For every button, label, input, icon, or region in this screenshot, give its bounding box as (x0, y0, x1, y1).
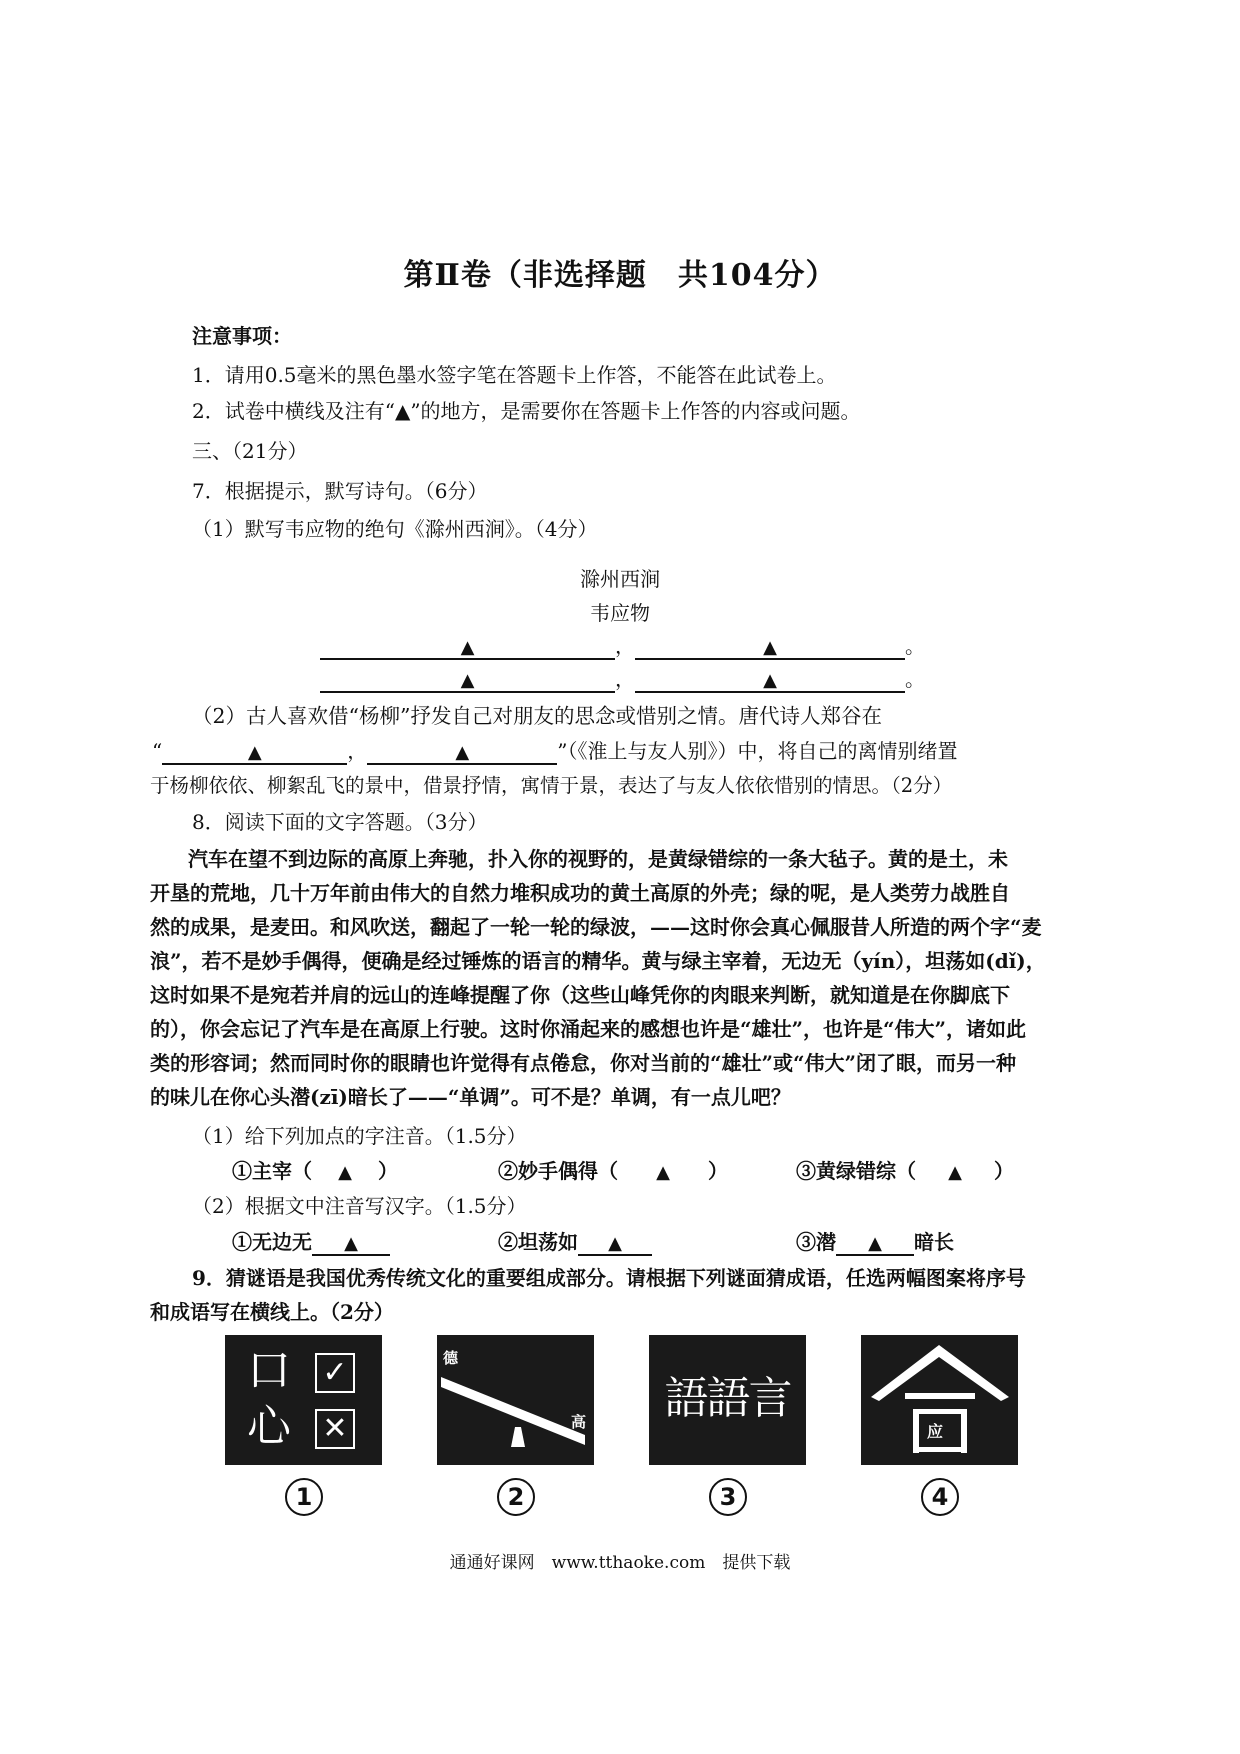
answer-mark: ▲ (948, 1162, 962, 1183)
answer-blank[interactable] (312, 1157, 378, 1187)
page-title: 第Ⅱ卷（非选择题 共104分） (403, 258, 837, 293)
item-label: 暗长 (914, 1230, 954, 1254)
item-label: ③黄绿错综（ (796, 1159, 916, 1183)
answer-mark: ▲ (763, 637, 777, 658)
answer-mark: ▲ (763, 670, 777, 691)
close-paren: ） (708, 1159, 728, 1183)
check-icon: ✓ (315, 1353, 355, 1393)
riddle-image-4 (861, 1335, 1018, 1465)
riddle-char-gao: 高 (571, 1413, 587, 1431)
answer-blank[interactable] (916, 1157, 994, 1187)
answer-blank[interactable] (618, 1157, 708, 1187)
q8-stem: 8．阅读下面的文字答题。（3分） (192, 810, 488, 834)
poem-row-1 (320, 632, 925, 660)
q8-passage (150, 842, 1100, 1114)
notice-item-1: 1．请用0.5毫米的黑色墨水签字笔在答题卡上作答，不能答在此试卷上。 (192, 363, 837, 387)
answer-mark: ▲ (656, 1162, 670, 1183)
poem-author: 韦应物 (590, 601, 650, 625)
riddle-char-ying: 应 (927, 1422, 944, 1441)
q8-sub2-item-3 (796, 1228, 954, 1256)
passage-line: 的味儿在你心头潜(zī)暗长了——“单调”。可不是？单调，有一点儿吧？ (150, 1085, 791, 1109)
answer-mark: ▲ (338, 1162, 352, 1183)
notice-heading: 注意事项： (192, 324, 292, 348)
footer-credit: 通通好课网 www.tthaoke.com 提供下载 (449, 1553, 791, 1573)
answer-blank[interactable] (312, 1228, 390, 1256)
riddle-image-2 (437, 1335, 594, 1465)
passage-line: 类的形容词；然而同时你的眼睛也许觉得有点倦怠，你对当前的“雄壮”或“伟大”闭了眼，而另一种 (150, 1051, 1017, 1075)
close-paren: ） (378, 1159, 398, 1183)
q7-sub2-line1: （2）古人喜欢借“杨柳”抒发自己对朋友的思念或惜别之情。唐代诗人郑谷在 (192, 704, 883, 728)
answer-blank[interactable] (320, 632, 615, 660)
riddle-images (0, 1335, 1240, 1511)
item-label: ①主宰（ (232, 1159, 312, 1183)
q9-stem-line2: 和成语写在横线上。（2分） (150, 1300, 394, 1324)
answer-mark: ▲ (460, 670, 475, 691)
q8-sub1-item-1 (232, 1157, 398, 1187)
passage-line: 开垦的荒地，几十万年前由伟大的自然力堆积成功的黄土高原的外壳；绿的呢，是人类劳力战胜自 (150, 881, 1010, 905)
q9-stem-line1: 9．猜谜语是我国优秀传统文化的重要组成部分。请根据下列谜面猜成语，任选两幅图案将序号 (192, 1266, 1026, 1290)
poem-title: 滁州西涧 (580, 567, 660, 591)
answer-mark: ▲ (344, 1233, 358, 1254)
riddle-char-de: 德 (443, 1349, 459, 1367)
poem-row-2 (320, 665, 925, 693)
answer-blank[interactable] (836, 1228, 914, 1256)
answer-blank[interactable] (367, 737, 557, 765)
answer-blank[interactable] (635, 665, 905, 693)
comma: ， (347, 739, 368, 763)
q8-sub1-item-3 (796, 1157, 1014, 1187)
answer-mark: ▲ (460, 637, 475, 658)
q8-sub1: （1）给下列加点的字注音。（1.5分） (192, 1124, 527, 1148)
answer-mark: ▲ (455, 742, 470, 763)
q8-sub1-item-2 (498, 1157, 728, 1187)
riddle-char-kou: 口 (247, 1345, 291, 1396)
q8-sub2: （2）根据文中注音写汉字。（1.5分） (192, 1194, 527, 1218)
answer-mark: ▲ (868, 1233, 882, 1254)
number-3: 3 (709, 1478, 747, 1516)
riddle-image-3 (649, 1335, 806, 1465)
riddle-char-xin: 心 (247, 1401, 291, 1452)
comma: ， (615, 667, 635, 691)
answer-mark: ▲ (608, 1233, 622, 1254)
answer-blank[interactable] (578, 1228, 652, 1256)
q7-sub2-line3: 于杨柳依依、柳絮乱飞的景中，借景抒情，寓情于景，表达了与友人依依惜别的情思。（2分） (150, 774, 953, 797)
comma: ， (615, 634, 635, 658)
answer-blank[interactable] (162, 737, 347, 765)
q8-sub2-item-2 (498, 1228, 652, 1256)
answer-mark: ▲ (247, 742, 262, 763)
riddle-text-yuyu: 語語言 (664, 1373, 791, 1424)
q8-sub2-item-1 (232, 1228, 390, 1256)
item-label: ①无边无 (232, 1230, 312, 1254)
he-character-icon (861, 1335, 1018, 1465)
number-1: 1 (285, 1478, 323, 1516)
period: 。 (905, 634, 925, 658)
q7-sub2-tail: ”（《淮上与友人别》）中，将自己的离情别绪置 (557, 739, 958, 763)
notice-item-2: 2．试卷中横线及注有“▲”的地方，是需要你在答题卡上作答的内容或问题。 (192, 399, 861, 423)
period: 。 (905, 667, 925, 691)
q7-sub1: （1）默写韦应物的绝句《滁州西涧》。（4分） (192, 517, 598, 541)
number-4: 4 (921, 1478, 959, 1516)
number-2: 2 (497, 1478, 535, 1516)
q7-stem: 7．根据提示，默写诗句。（6分） (192, 479, 488, 503)
item-label: ③潜 (796, 1230, 836, 1254)
passage-line: 然的成果，是麦田。和风吹送，翻起了一轮一轮的绿波，——这时你会真心佩服昔人所造的两个字“麦 (150, 915, 1042, 939)
item-label: ②坦荡如 (498, 1230, 578, 1254)
close-paren: ） (994, 1159, 1014, 1183)
q7-sub2-line2 (152, 737, 957, 765)
seesaw-icon (437, 1335, 594, 1465)
passage-line: 浪”，若不是妙手偶得，便确是经过锤炼的语言的精华。黄与绿主宰着，无边无（yín），坦荡如(dǐ)， (150, 949, 1046, 973)
passage-line: 汽车在望不到边际的高原上奔驰，扑入你的视野的，是黄绿错综的一条大毡子。黄的是土，未 (188, 847, 1008, 871)
item-label: ②妙手偶得（ (498, 1159, 618, 1183)
passage-line: 这时如果不是宛若并肩的远山的连峰提醒了你（这些山峰凭你的肉眼来判断，就知道是在你脚底下 (150, 983, 1010, 1007)
section-3-heading: 三、（21分） (192, 439, 308, 463)
open-quote: “ (152, 739, 163, 763)
answer-blank[interactable] (635, 632, 905, 660)
riddle-image-1 (225, 1335, 382, 1465)
answer-blank[interactable] (320, 665, 615, 693)
passage-line: 的），你会忘记了汽车是在高原上行驶。这时你涌起来的感想也许是“雄壮”，也许是“伟大”，诸如此 (150, 1017, 1027, 1041)
cross-icon: ✕ (315, 1409, 355, 1449)
